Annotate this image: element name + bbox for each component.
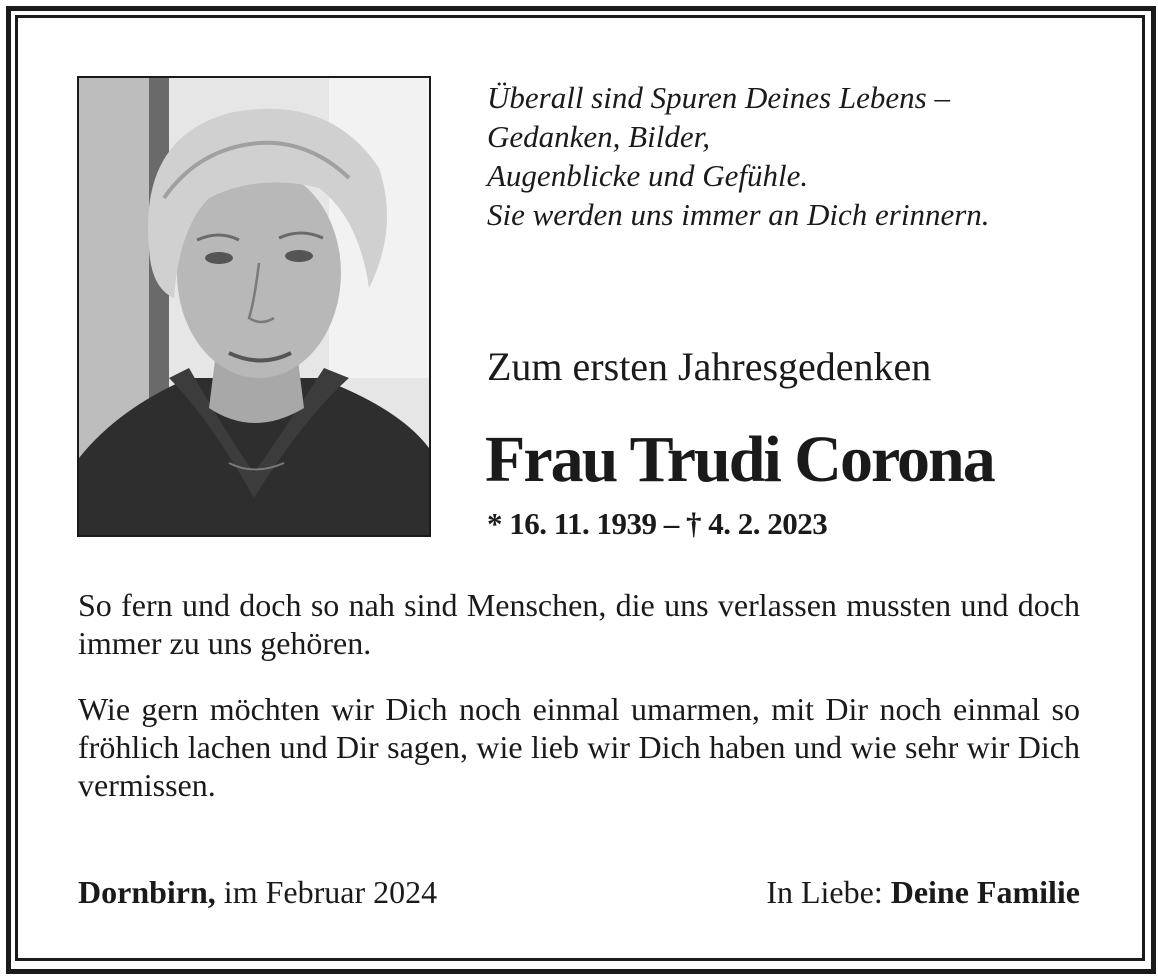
footer-signature bbox=[766, 870, 1080, 914]
footer-place-date bbox=[78, 870, 437, 914]
portrait-photo bbox=[77, 76, 431, 537]
poem-line: Gedanken, Bilder, bbox=[487, 119, 710, 154]
poem-line: Überall sind Spuren Deines Lebens – bbox=[487, 80, 950, 115]
footer-place: Dornbirn, bbox=[78, 874, 216, 910]
poem-line: Augenblicke und Gefühle. bbox=[487, 158, 809, 193]
poem-line: Sie werden uns immer an Dich erinnern. bbox=[487, 197, 990, 232]
signature: Deine Familie bbox=[890, 874, 1080, 910]
poem bbox=[487, 78, 1107, 234]
closing-label: In Liebe: bbox=[766, 874, 891, 910]
deceased-name: Frau Trudi Corona bbox=[485, 423, 994, 496]
body-paragraph-1: So fern und doch so nah sind Menschen, die uns verlassen mussten und doch immer zu uns gehören. bbox=[78, 587, 1080, 661]
footer-date: im Februar 2024 bbox=[215, 874, 438, 910]
memorial-subtitle: Zum ersten Jahresgedenken bbox=[487, 344, 932, 389]
body-paragraph-2: Wie gern möchten wir Dich noch einmal umarmen, mit Dir noch einmal so fröhlich lachen und Dir sagen, wie lieb wir Dich haben und wie sehr wir Dich vermissen. bbox=[78, 691, 1080, 803]
life-dates: * 16. 11. 1939 – † 4. 2. 2023 bbox=[487, 506, 828, 541]
